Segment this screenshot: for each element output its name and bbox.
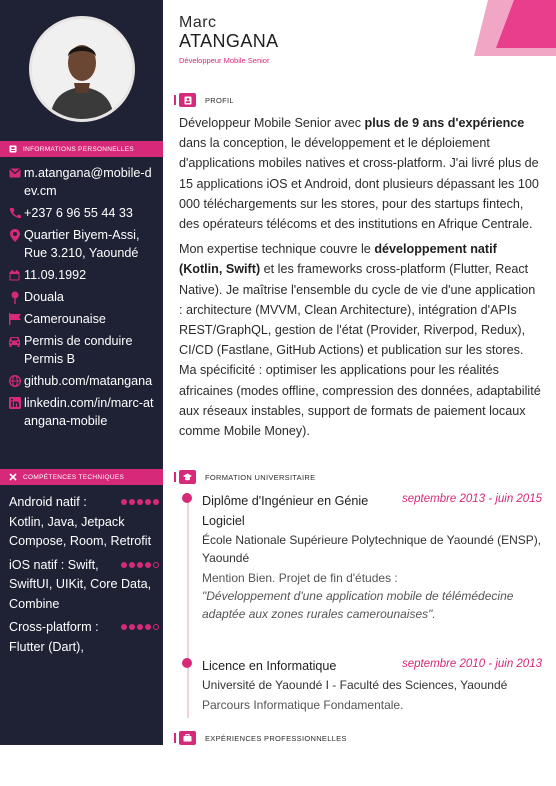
tools-icon bbox=[9, 473, 17, 481]
briefcase-icon bbox=[179, 731, 196, 745]
skills-header bbox=[0, 469, 163, 485]
education-item-header bbox=[202, 491, 542, 531]
skill-dot-filled bbox=[129, 624, 135, 630]
info-linkedin-value: linkedin.com/in/marc-atangana-mobile bbox=[24, 396, 154, 428]
experience-section-header bbox=[179, 731, 347, 745]
timeline-line bbox=[187, 498, 189, 718]
personal-info-title: INFORMATIONS PERSONNELLES bbox=[23, 145, 135, 153]
skill-level-rating bbox=[121, 624, 159, 630]
info-phone-value: +237 6 96 55 44 33 bbox=[24, 206, 133, 220]
email-icon bbox=[8, 166, 21, 180]
job-title: Développeur Mobile Senior bbox=[179, 56, 270, 65]
info-nationality bbox=[8, 310, 158, 328]
pin-icon bbox=[8, 290, 21, 304]
info-phone[interactable] bbox=[8, 204, 158, 222]
skill-name: Cross-platform : Flutter (Dart), bbox=[9, 620, 99, 654]
skill-dot-filled bbox=[137, 562, 143, 568]
personal-info-header bbox=[0, 141, 163, 157]
flag-icon bbox=[8, 312, 21, 326]
profile-title: PROFIL bbox=[205, 95, 234, 105]
profile-paragraph-1 bbox=[179, 113, 541, 234]
education-degree: Diplôme d'Ingénieur en Génie Logiciel bbox=[202, 494, 369, 528]
education-item-header bbox=[202, 656, 542, 676]
info-linkedin[interactable] bbox=[8, 394, 158, 430]
profile-photo bbox=[29, 16, 135, 122]
profile-text: dans la conception, le développement et le déploiement d'applications mobiles natives et cross-platform. J'ai livré plus de 15 applications iOS et Android, dont plusieurs dépassant les 100 000 téléchargements sur les stores, pour des startups fintech, des opérateurs télécoms et des institutions en Afrique Centrale. bbox=[179, 136, 539, 232]
info-license bbox=[8, 332, 158, 368]
phone-icon bbox=[8, 206, 21, 220]
info-birthplace-value: Douala bbox=[24, 290, 64, 304]
skill-level-rating bbox=[121, 562, 159, 568]
education-description: Mention Bien. Projet de fin d'études : bbox=[202, 571, 398, 585]
personal-info-list bbox=[8, 164, 158, 434]
info-birthplace bbox=[8, 288, 158, 306]
calendar-icon bbox=[8, 268, 21, 282]
skills-list bbox=[9, 493, 159, 661]
profile-highlight: développement natif (Kotlin, Swift) bbox=[179, 242, 497, 277]
timeline-dot bbox=[182, 658, 192, 668]
profile-highlight: plus de 9 ans d'expérience bbox=[364, 116, 525, 130]
profile-text: Mon expertise technique couvre le bbox=[179, 242, 375, 257]
skill-name: iOS natif : Swift, SwiftUI, UIKit, Core Data, Combine bbox=[9, 557, 152, 611]
skill-dot-filled bbox=[145, 624, 151, 630]
info-license-value: Permis de conduire Permis B bbox=[24, 334, 133, 366]
education-dates: septembre 2013 - juin 2015 bbox=[401, 493, 542, 505]
education-item bbox=[202, 656, 542, 714]
info-address-value: Quartier Biyem-Assi, Rue 3.210, Yaoundé bbox=[24, 228, 140, 260]
skill-dot-empty bbox=[153, 624, 159, 630]
last-name: ATANGANA bbox=[179, 31, 279, 51]
skill-dot-filled bbox=[121, 624, 127, 630]
timeline-dot bbox=[182, 493, 192, 503]
id-card-icon bbox=[9, 145, 17, 153]
profile-text: et les frameworks cross-platform (Flutter, React Native). Je maîtrise l'ensemble du cycle de vie d'une application : architecture (MVVM, Clean Architecture), intégration d'APIs REST/GraphQL, gestion de l'état (Provider, Riverpod, Redux), CI/CD (Fastlane, GitHub Actions) et publication sur les stores. Ma spécificité : optimiser les applications pour les réalités africaines (modes offline, compression des données, adaptabilité aux réseaux instables, support de formats de paiement locaux comme Mobile Money). bbox=[179, 262, 541, 439]
graduation-cap-icon bbox=[179, 470, 196, 484]
globe-icon bbox=[8, 374, 21, 388]
skill-item bbox=[9, 618, 159, 657]
profile-paragraph-2 bbox=[179, 239, 541, 441]
profile-section-header bbox=[179, 93, 234, 107]
linkedin-icon bbox=[8, 396, 21, 410]
skill-dot-filled bbox=[145, 562, 151, 568]
education-item bbox=[202, 491, 542, 623]
skill-dot-filled bbox=[121, 562, 127, 568]
education-title: FORMATION UNIVERSITAIRE bbox=[205, 472, 316, 482]
education-thesis: "Développement d'une application mobile de télémédecine adaptée aux zones rurales camerounaises". bbox=[202, 589, 514, 621]
skill-dot-filled bbox=[137, 499, 143, 505]
car-icon bbox=[8, 334, 21, 348]
skill-dot-filled bbox=[153, 499, 159, 505]
education-degree: Licence en Informatique bbox=[202, 659, 337, 673]
sidebar bbox=[0, 0, 163, 745]
profile-summary bbox=[179, 113, 541, 446]
education-school: Université de Yaoundé I - Faculté des Sciences, Yaoundé bbox=[202, 678, 508, 692]
education-section-header bbox=[179, 470, 315, 484]
info-nationality-value: Camerounaise bbox=[24, 312, 106, 326]
skill-dot-filled bbox=[129, 499, 135, 505]
first-name: Marc bbox=[179, 14, 217, 31]
header-decoration bbox=[426, 0, 556, 60]
skill-dot-filled bbox=[137, 624, 143, 630]
profile-text: Développeur Mobile Senior avec bbox=[179, 116, 365, 130]
skill-dot-filled bbox=[121, 499, 127, 505]
location-icon bbox=[8, 228, 21, 242]
experience-title: EXPÉRIENCES PROFESSIONNELLES bbox=[205, 733, 347, 743]
info-birthdate bbox=[8, 266, 158, 284]
skill-item bbox=[9, 493, 159, 552]
info-address bbox=[8, 226, 158, 262]
skill-name: Android natif : Kotlin, Java, Jetpack Compose, Room, Retrofit bbox=[9, 495, 152, 548]
education-description: Parcours Informatique Fondamentale. bbox=[202, 698, 404, 712]
info-github[interactable] bbox=[8, 372, 158, 390]
info-email[interactable] bbox=[8, 164, 158, 200]
info-email-value: m.atangana@mobile-dev.cm bbox=[24, 166, 152, 198]
skills-title: COMPÉTENCES TECHNIQUES bbox=[23, 473, 125, 481]
education-dates: septembre 2010 - juin 2013 bbox=[401, 658, 542, 670]
user-icon bbox=[179, 93, 196, 107]
skill-dot-empty bbox=[153, 562, 159, 568]
education-school: École Nationale Supérieure Polytechnique de Yaoundé (ENSP), Yaoundé bbox=[202, 533, 542, 565]
info-birthdate-value: 11.09.1992 bbox=[24, 268, 87, 282]
skill-item bbox=[9, 556, 159, 615]
skill-dot-filled bbox=[145, 499, 151, 505]
skill-dot-filled bbox=[129, 562, 135, 568]
skill-level-rating bbox=[121, 499, 159, 505]
info-github-value: github.com/matangana bbox=[24, 374, 153, 388]
